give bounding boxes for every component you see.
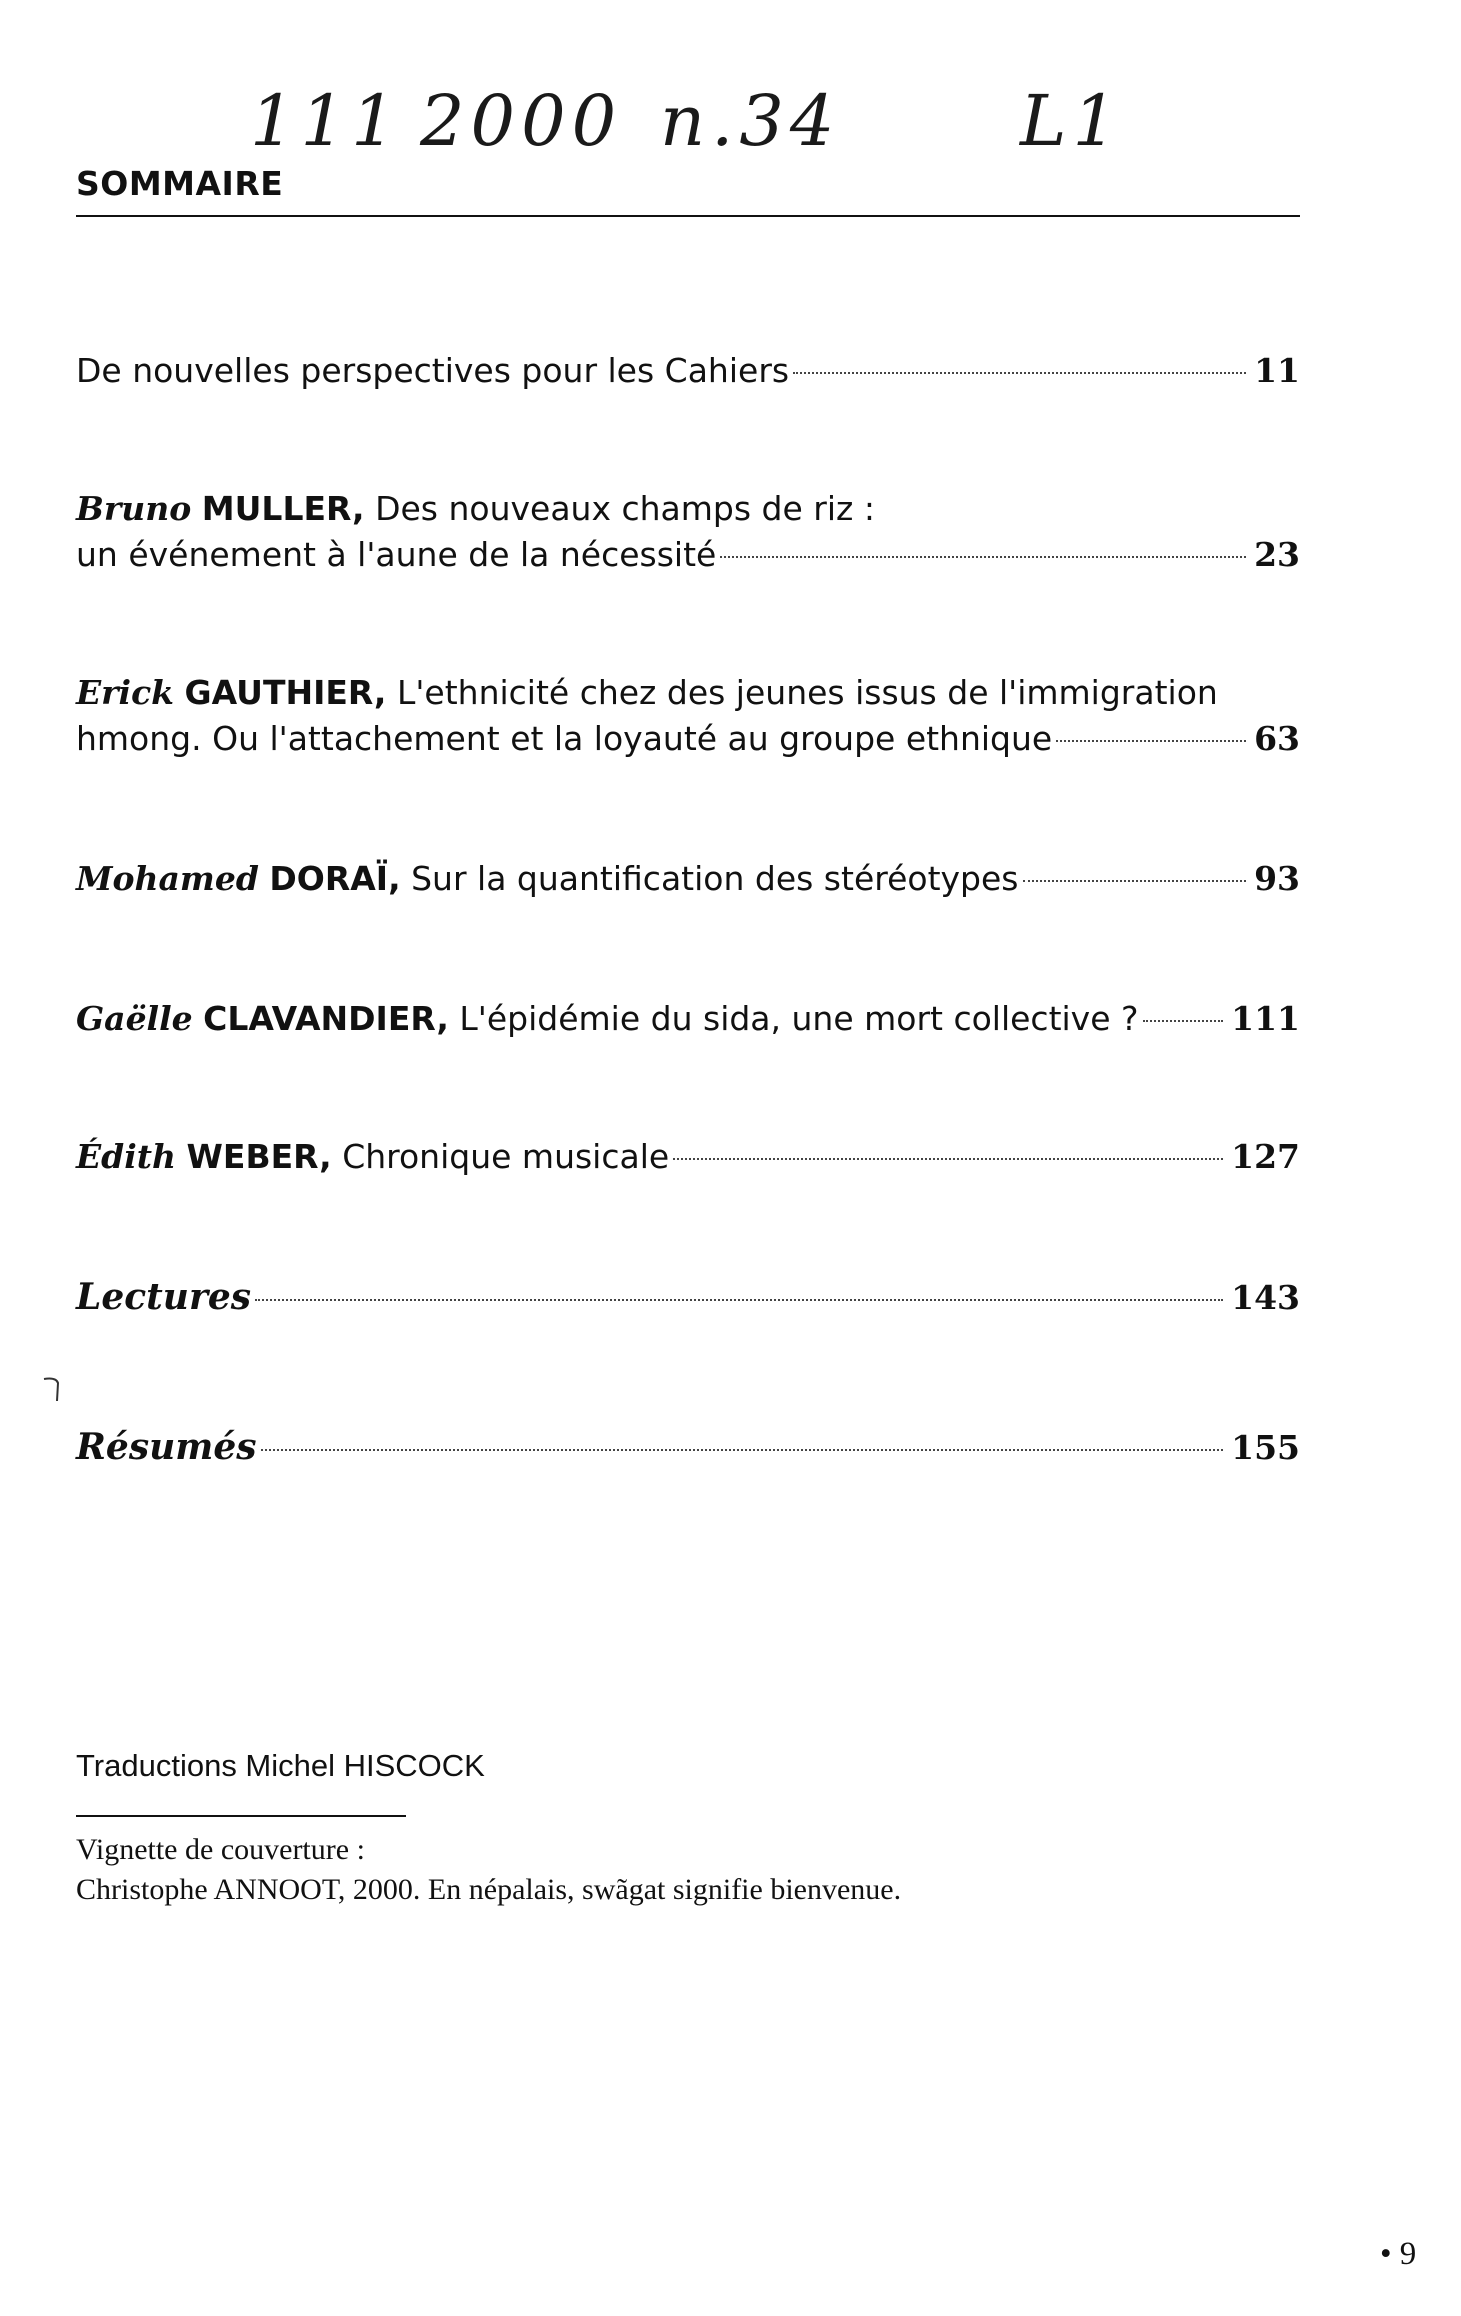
entry-title-continued: un événement à l'aune de la nécessité [76, 535, 717, 574]
entry-page: 63 [1254, 719, 1300, 758]
entry-page: 93 [1254, 859, 1300, 898]
section-title: Résumés [76, 1426, 257, 1468]
footnote-divider [76, 1815, 406, 1817]
toc-entry [76, 348, 1300, 394]
entry-title: De nouvelles perspectives pour les Cahiers [76, 351, 790, 390]
toc-entry [76, 996, 1300, 1042]
dot-leader [793, 371, 1246, 374]
author-first-name: Édith [76, 1137, 176, 1176]
handwritten-number: 111 [250, 80, 402, 162]
author-last-name: GAUTHIER, [184, 673, 387, 712]
dot-leader [1143, 1019, 1224, 1022]
entry-title: Des nouveaux champs de riz : [364, 489, 875, 528]
page-number: • 9 [1380, 2236, 1417, 2272]
entry-page: 155 [1231, 1428, 1300, 1467]
cover-vignette-credit [76, 1830, 901, 1910]
toc-entry [76, 1424, 1300, 1470]
toc-entry [76, 856, 1300, 902]
entry-title: Sur la quantification des stéréotypes [400, 859, 1019, 898]
author-last-name: MULLER, [201, 489, 365, 528]
toc-entry [76, 1274, 1300, 1320]
entry-title-continued: hmong. Ou l'attachement et la loyauté au groupe ethnique [76, 719, 1053, 758]
author-first-name: Bruno [76, 489, 192, 528]
vignette-label: Vignette de couverture : [76, 1833, 365, 1866]
vignette-text: Christophe ANNOOT, 2000. En népalais, swãgat signifie bienvenue. [76, 1873, 902, 1906]
author-last-name: DORAÏ, [269, 859, 401, 898]
page-title: SOMMAIRE [76, 164, 284, 203]
section-title: Lectures [76, 1276, 252, 1318]
dot-leader [673, 1157, 1223, 1160]
dot-leader [1023, 879, 1247, 882]
entry-page: 143 [1231, 1278, 1300, 1317]
dot-leader [1056, 739, 1246, 742]
toc-entry [76, 1134, 1300, 1180]
stray-pen-mark [42, 1375, 64, 1405]
handwritten-issue: n.34 [660, 80, 841, 162]
handwritten-annotation [250, 80, 1250, 180]
entry-title: L'épidémie du sida, une mort collective ? [448, 999, 1139, 1038]
entry-page: 23 [1254, 535, 1300, 574]
entry-page: 11 [1254, 351, 1300, 390]
dot-leader [720, 555, 1246, 558]
handwritten-year: 2000 [420, 80, 623, 162]
handwritten-shelf-mark: L1 [1020, 80, 1124, 162]
translations-credit: Traductions Michel HISCOCK [76, 1748, 485, 1783]
entry-title: L'ethnicité chez des jeunes issus de l'immigration [386, 673, 1218, 712]
dot-leader [255, 1298, 1223, 1301]
heading-divider [76, 215, 1300, 217]
author-last-name: WEBER, [186, 1137, 332, 1176]
dot-leader [261, 1448, 1224, 1451]
entry-title: Chronique musicale [331, 1137, 670, 1176]
author-first-name: Gaëlle [76, 999, 193, 1038]
toc-entry [76, 486, 1300, 578]
author-first-name: Erick [76, 673, 175, 712]
toc-entry [76, 670, 1300, 762]
entry-page: 111 [1231, 999, 1300, 1038]
author-first-name: Mohamed [76, 859, 259, 898]
author-last-name: CLAVANDIER, [203, 999, 449, 1038]
entry-page: 127 [1231, 1137, 1300, 1176]
